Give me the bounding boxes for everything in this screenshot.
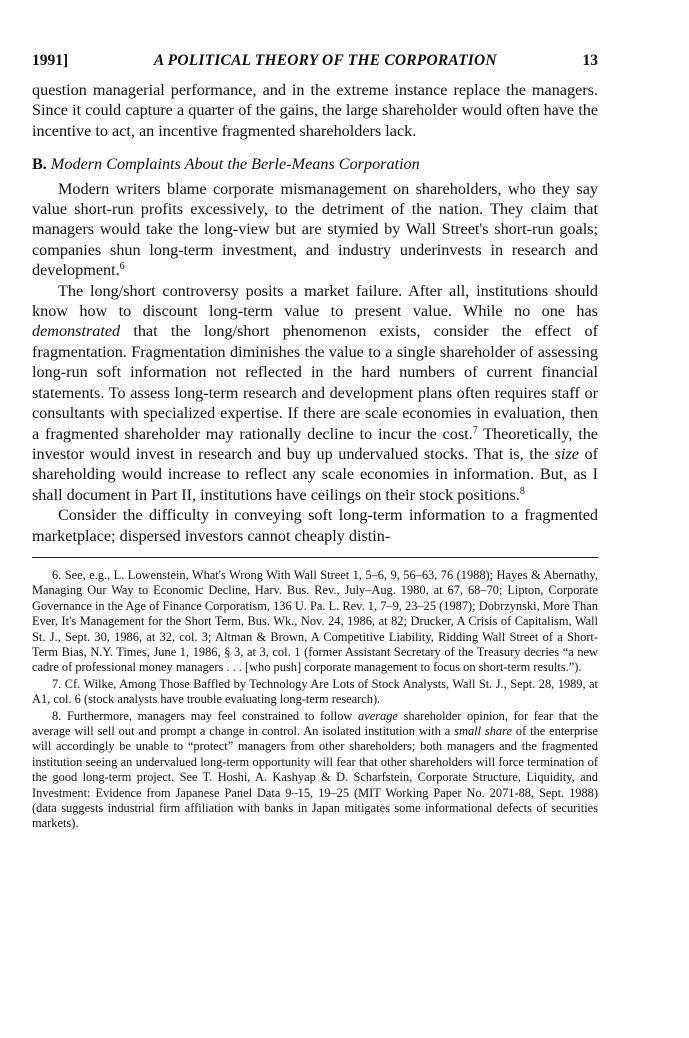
running-header: [32, 52, 598, 70]
main-text: [32, 80, 598, 546]
emphasis-size: size: [554, 444, 579, 463]
footnote-7: 7. Cf. Wilke, Among Those Baffled by Technology Are Lots of Stock Analysts, Wall St. J., Sept. 28, 1989, at A1, col. 6 (stock analysts have trouble evaluating long-term research).: [32, 676, 598, 707]
footnote-8-text-a: 8. Furthermore, managers may feel constrained to follow: [52, 708, 358, 723]
page-number: 13: [582, 52, 598, 69]
paragraph-2-text-b: that the long/short phenomenon exists, consider the effect of fragmentation. Fragmentation diminishes the value to a single shareholder of assessing long-run soft information not reflected in the hard numbers of current financial statements. To assess long-term research and development plans often requires staff or consultants with specialized expertise. If there are scale economies in evaluation, then a fragmented shareholder may rationally decline to incur the cost.: [32, 322, 598, 443]
paragraph-2: [32, 281, 598, 505]
emphasis-small-share: small share: [454, 724, 512, 738]
footnote-8: [32, 709, 598, 832]
emphasis-demonstrated: demonstrated: [32, 322, 121, 341]
header-title: A POLITICAL THEORY OF THE CORPORATION: [153, 52, 497, 69]
section-letter: B.: [32, 155, 47, 174]
section-heading: [32, 154, 598, 174]
footnote-divider: [32, 557, 598, 558]
footnote-6: 6. See, e.g., L. Lowenstein, What's Wrong With Wall Street 1, 5–6, 9, 56–63, 76 (1988); Hayes & Abernathy, Managing Our Way to Economic Decline, Harv. Bus. Rev., July–Aug. 1980, at 67, 68–70; Lipton, Corporate Governance in the Age of Finance Corporatism, 136 U. Pa. L. Rev. 1, 7–9, 23–25 (1987); Dobrzynski, More Than Ever, It's Management for the Short Term, Bus. Wk., Nov. 24, 1986, at 82; Drucker, A Crisis of Capitalism, Wall St. J., Sept. 30, 1986, at 32, col. 3; Altman & Brown, A Competitive Liability, Ridding Wall Street of a Short-Term Bias, N.Y. Times, June 1, 1986, § 3, at 3, col. 1 (former Assistant Secretary of the Treasury decries “a new cadre of professional money managers . . . [who push] corporate management to focus on short-term results.”).: [32, 567, 598, 675]
paragraph-1-text: Modern writers blame corporate mismanagement on shareholders, who they say value short-run profits excessively, to the detriment of the nation. They claim that managers would take the long-view but are stymied by Wall Street's short-run goals; companies shun long-term investment, and industry underinvests in research and development.: [32, 179, 598, 280]
footnote-ref-8[interactable]: 8: [519, 485, 525, 497]
emphasis-average: average: [358, 708, 398, 723]
paragraph-2-text-a: The long/short controversy posits a market failure. After all, institutions should know how to discount long-term value to present value. While no one has: [32, 281, 598, 321]
paragraph-2-text-d: of shareholding would increase to reflect any scale economies in information. But, as I shall document in Part II, institutions have ceilings on their stock positions.: [32, 444, 598, 504]
paragraph-2-text-c: Theoretically, the investor would invest in research and buy up undervalued stocks. That is, the: [32, 424, 598, 463]
paragraph-3: Consider the difficulty in conveying soft long-term information to a fragmented marketplace; dispersed investors cannot cheaply distin-: [32, 506, 598, 545]
paragraph-intro: question managerial performance, and in the extreme instance replace the managers. Since it could capture a quarter of the gains, the large shareholder would often have the incentive to act, an incentive fragmented shareholders lack.: [32, 81, 598, 140]
footnote-8-text-c: of the enterprise will accordingly be unable to “protect” managers from other shareholders; both managers and the fragmented institution seeing an undervalued long-term opportunity will fear that other shareholders will force termination of the good long-term project. See T. Hoshi, A. Kashyap & D. Scharfstein, Corporate Structure, Liquidity, and Investment: Evidence from Japanese Panel Data 9–15, 19–25 (MIT Working Paper No. 2071-88, Sept. 1988) (data suggests industrial firm affiliation with banks in Japan mitigates some informational defects of securities markets).: [32, 724, 598, 831]
footnote-8-text-b: shareholder opinion, for fear that the average will sell out and prompt a change in control. An isolated institution with a: [32, 708, 598, 738]
footnote-ref-6[interactable]: 6: [119, 261, 125, 273]
header-year: 1991]: [32, 52, 69, 69]
footnotes: [32, 568, 598, 832]
document-page: [32, 52, 598, 833]
section-title: Modern Complaints About the Berle-Means Corporation: [50, 155, 420, 174]
paragraph-1: [32, 179, 598, 281]
footnote-ref-7[interactable]: 7: [472, 424, 478, 436]
